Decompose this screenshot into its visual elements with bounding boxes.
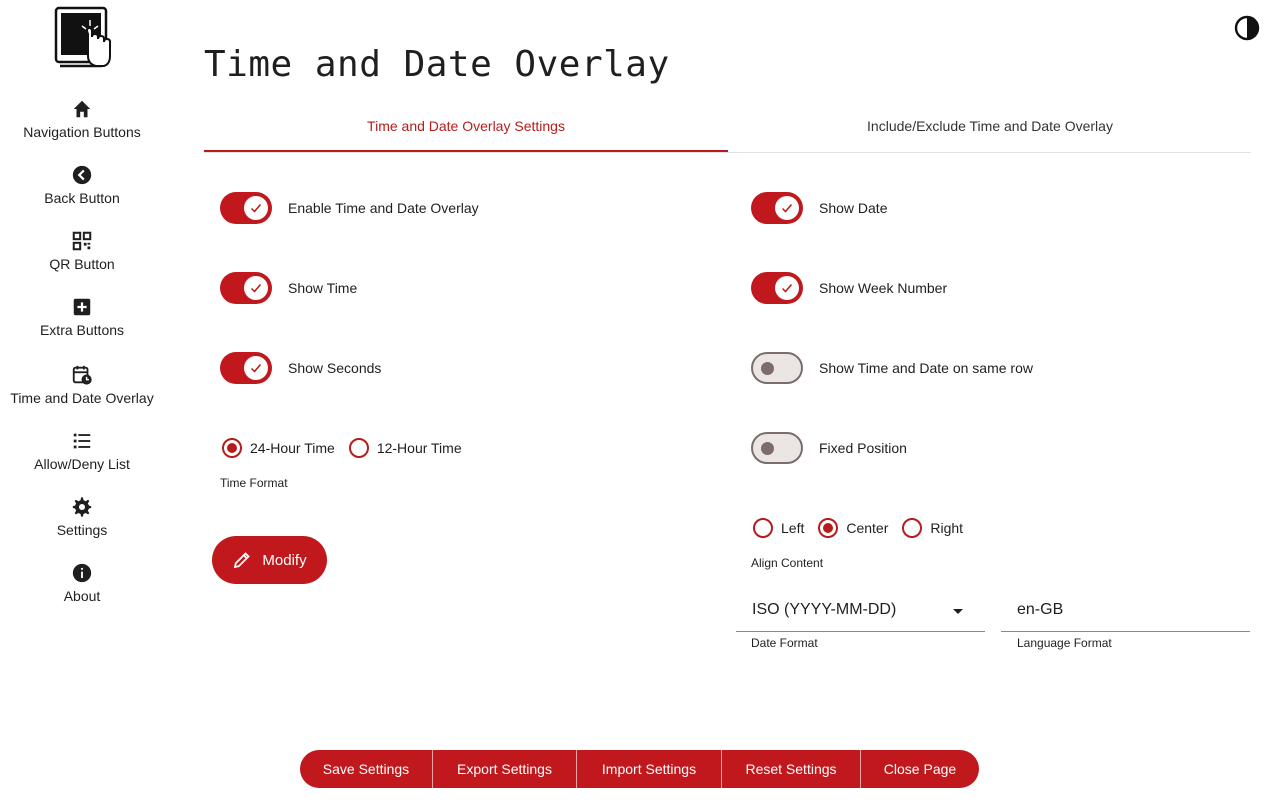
sidebar-item-navigation-buttons[interactable] [0,98,164,140]
show-week-number-toggle[interactable] [751,272,803,304]
toggle-knob [244,196,268,220]
radio-circle [818,518,838,538]
sidebar-item-label: Extra Buttons [39,322,125,338]
check-icon [780,281,794,295]
check-icon [249,201,263,215]
show-time-toggle[interactable] [220,272,272,304]
align-content-caption: Align Content [751,556,824,570]
sidebar-item-qr-button[interactable] [0,230,164,272]
sidebar-item-label: Settings [56,522,108,538]
date-format-caption: Date Format [751,636,818,650]
setting-show-time [220,271,357,305]
reset-settings-button[interactable]: Reset Settings [722,750,861,788]
fixed-position-toggle[interactable] [751,432,803,464]
modify-button[interactable] [212,536,327,584]
radio-align-center[interactable] [818,518,888,538]
export-settings-button[interactable]: Export Settings [433,750,577,788]
language-format-caption: Language Format [1017,636,1112,650]
radio-label: Right [930,520,964,536]
sidebar-item-back-button[interactable] [0,164,164,206]
radio-12-hour[interactable] [349,438,462,458]
radio-label: Center [846,520,889,536]
calendar-clock-icon [71,364,93,386]
sidebar-item-label: Back Button [44,190,120,206]
sidebar-item-label: About [63,588,101,604]
show-date-label: Show Date [819,200,888,216]
time-format-caption: Time Format [220,476,288,490]
radio-align-left[interactable] [753,518,804,538]
page-title: Time and Date Overlay [204,44,670,85]
sidebar-item-about[interactable] [0,562,164,604]
show-week-number-label: Show Week Number [819,280,948,296]
pencil-icon [232,550,252,570]
radio-align-right[interactable] [902,518,963,538]
radio-circle [222,438,242,458]
show-seconds-toggle[interactable] [220,352,272,384]
sidebar-item-label: QR Button [49,256,115,272]
tab-overlay-settings[interactable]: Time and Date Overlay Settings [204,104,728,152]
same-row-label: Show Time and Date on same row [819,360,1033,376]
setting-show-date [751,191,887,225]
toggle-knob [761,362,774,375]
action-bar [300,750,979,788]
show-seconds-label: Show Seconds [288,360,382,376]
check-icon [249,361,263,375]
sidebar [0,0,164,800]
enable-overlay-label: Enable Time and Date Overlay [288,200,479,216]
radio-label: 12-Hour Time [376,440,462,456]
touch-screen-hand-icon [52,6,112,72]
setting-same-row [751,351,1033,385]
plus-box-icon [71,296,93,318]
sidebar-item-label: Time and Date Overlay [10,390,154,406]
tab-include-exclude[interactable]: Include/Exclude Time and Date Overlay [867,118,1113,134]
sidebar-item-extra-buttons[interactable] [0,296,164,338]
home-icon [71,98,93,120]
qr-code-icon [71,230,93,252]
gear-icon [71,496,93,518]
toggle-knob [775,196,799,220]
toggle-knob [244,356,268,380]
fixed-position-label: Fixed Position [819,440,907,456]
radio-24-hour[interactable] [222,438,335,458]
info-icon [71,562,93,584]
enable-overlay-toggle[interactable] [220,192,272,224]
close-page-button[interactable]: Close Page [883,761,957,777]
setting-fixed-position [751,431,907,465]
setting-enable-overlay [220,191,479,225]
radio-label: 24-Hour Time [250,440,335,456]
show-time-label: Show Time [288,280,358,296]
check-icon [780,201,794,215]
time-format-radio-group [222,436,476,460]
language-format-input[interactable] [1001,591,1250,632]
radio-label: Left [781,520,805,536]
sidebar-item-label: Navigation Buttons [23,124,141,140]
sidebar-item-allow-deny-list[interactable] [0,430,164,472]
language-format-value: en-GB [1017,601,1064,618]
toggle-knob [761,442,774,455]
sidebar-item-settings[interactable] [0,496,164,538]
date-format-select[interactable] [736,591,985,632]
radio-circle [902,518,922,538]
sidebar-item-label: Allow/Deny List [34,456,130,472]
sidebar-item-time-and-date-overlay[interactable] [0,364,164,406]
toggle-knob [244,276,268,300]
import-settings-button[interactable]: Import Settings [577,750,722,788]
save-settings-button[interactable]: Save Settings [300,750,433,788]
modify-label: Modify [262,551,307,569]
list-icon [71,430,93,452]
same-row-toggle[interactable] [751,352,803,384]
tab-bar [204,104,1251,153]
caret-down-icon [953,609,963,614]
check-icon [249,281,263,295]
toggle-knob [775,276,799,300]
contrast-icon[interactable] [1234,15,1260,41]
radio-circle [753,518,773,538]
setting-show-seconds [220,351,381,385]
align-radio-group [753,516,977,540]
radio-circle [349,438,369,458]
back-circle-icon [71,164,93,186]
setting-show-week-number [751,271,947,305]
date-format-value: ISO (YYYY-MM-DD) [752,601,897,618]
show-date-toggle[interactable] [751,192,803,224]
